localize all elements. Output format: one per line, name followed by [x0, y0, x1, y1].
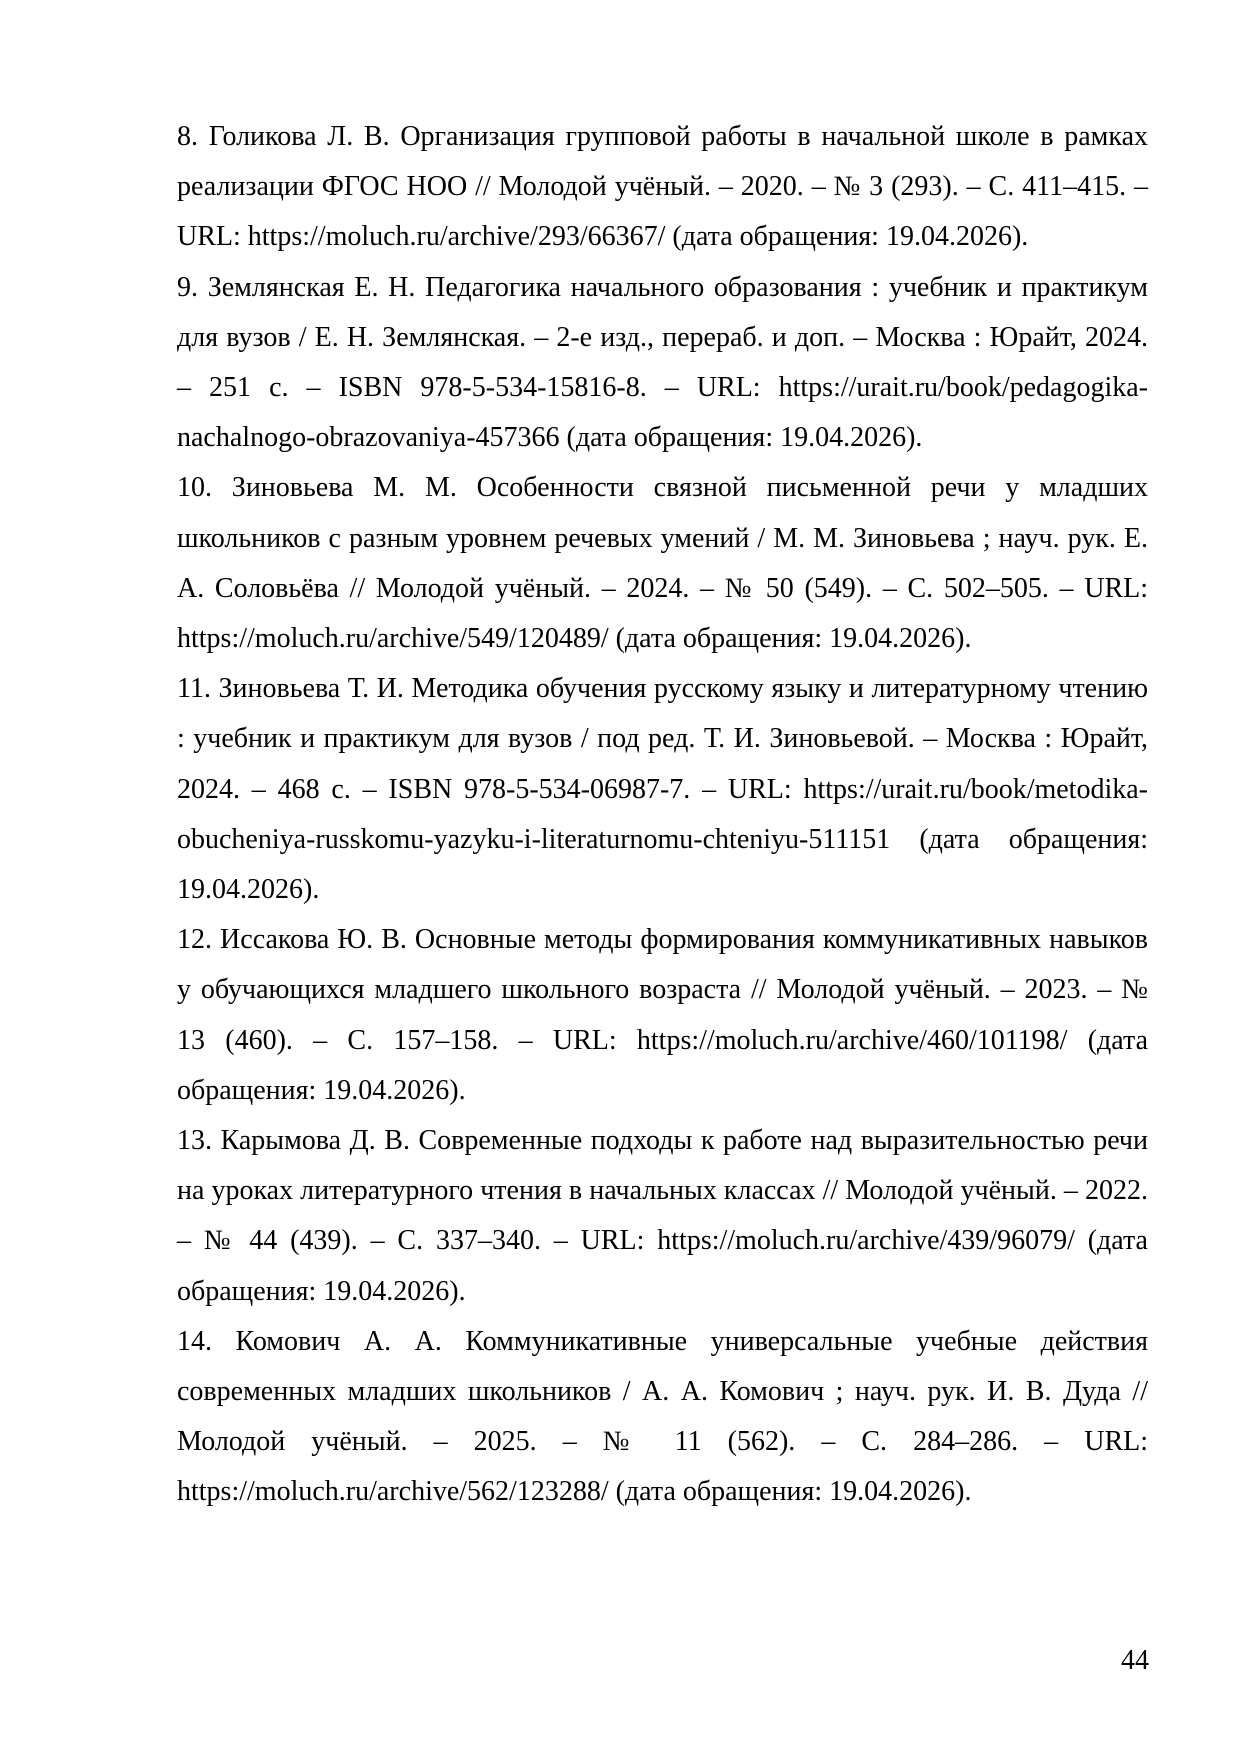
- reference-item-13: 13. Карымова Д. В. Современные подходы к работе над выразительностью речи на уроках литературного чтения в начальных классах // Молодой учёный. – 2022. – № 44 (439). – С. 337–340. – URL: https://moluch.ru/archive/439/96079/ (дата обращения: 19.04.2026).: [177, 1125, 1148, 1307]
- reference-item-10: 10. Зиновьева М. М. Особенности связной письменной речи у младших школьников с разным уровнем речевых умений / М. М. Зиновьева ; науч. рук. Е. А. Соловьёва // Молодой учёный. – 2024. – № 50 (549). – С. 502–505. – URL: https://moluch.ru/archive/549/120489/ (дата обращения: 19.04.2026).: [177, 472, 1148, 655]
- reference-item-12: 12. Иссакова Ю. В. Основные методы формирования коммуникативных навыков у обучающихся младшего школьного возраста // Молодой учёный. – 2023. – № 13 (460). – С. 157–158. – URL: https://moluch.ru/archive/460/101198/ (дата обращения: 19.04.2026).: [177, 924, 1148, 1106]
- reference-item-11: 11. Зиновьева Т. И. Методика обучения русскому языку и литературному чтению : учебник и практикум для вузов / под ред. Т. И. Зиновьевой. – Москва : Юрайт, 2024. – 468 с. – ISBN 978-5-534-06987-7. – URL: https://urait.ru/book/metodika-obucheniya-russkomu-yazyku-i-literaturnomu-chteniyu-511151 (дата обращения: 19.04.2026).: [177, 673, 1148, 906]
- reference-list: [177, 112, 1148, 1518]
- page-number: 44: [1121, 1645, 1149, 1676]
- reference-item-8: 8. Голикова Л. В. Организация групповой работы в начальной школе в рамках реализации ФГОС НОО // Молодой учёный. – 2020. – № 3 (293). – С. 411–415. – URL: https://moluch.ru/archive/293/66367/ (дата обращения: 19.04.2026).: [177, 121, 1148, 253]
- reference-item-9: 9. Землянская Е. Н. Педагогика начального образования : учебник и практикум для вузов / Е. Н. Землянская. – 2-е изд., перераб. и доп. – Москва : Юрайт, 2024. – 251 с. – ISBN 978-5-534-15816-8. – URL: https://urait.ru/book/pedagogika-nachalnogo-obrazovaniya-457366 (дата обращения: 19.04.2026).: [177, 271, 1148, 454]
- reference-item-14: 14. Комович А. А. Коммуникативные универсальные учебные действия современных младших школьников / А. А. Комович ; науч. рук. И. В. Дуда // Молодой учёный. – 2025. – № 11 (562). – С. 284–286. – URL: https://moluch.ru/archive/562/123288/ (дата обращения: 19.04.2026).: [177, 1325, 1148, 1508]
